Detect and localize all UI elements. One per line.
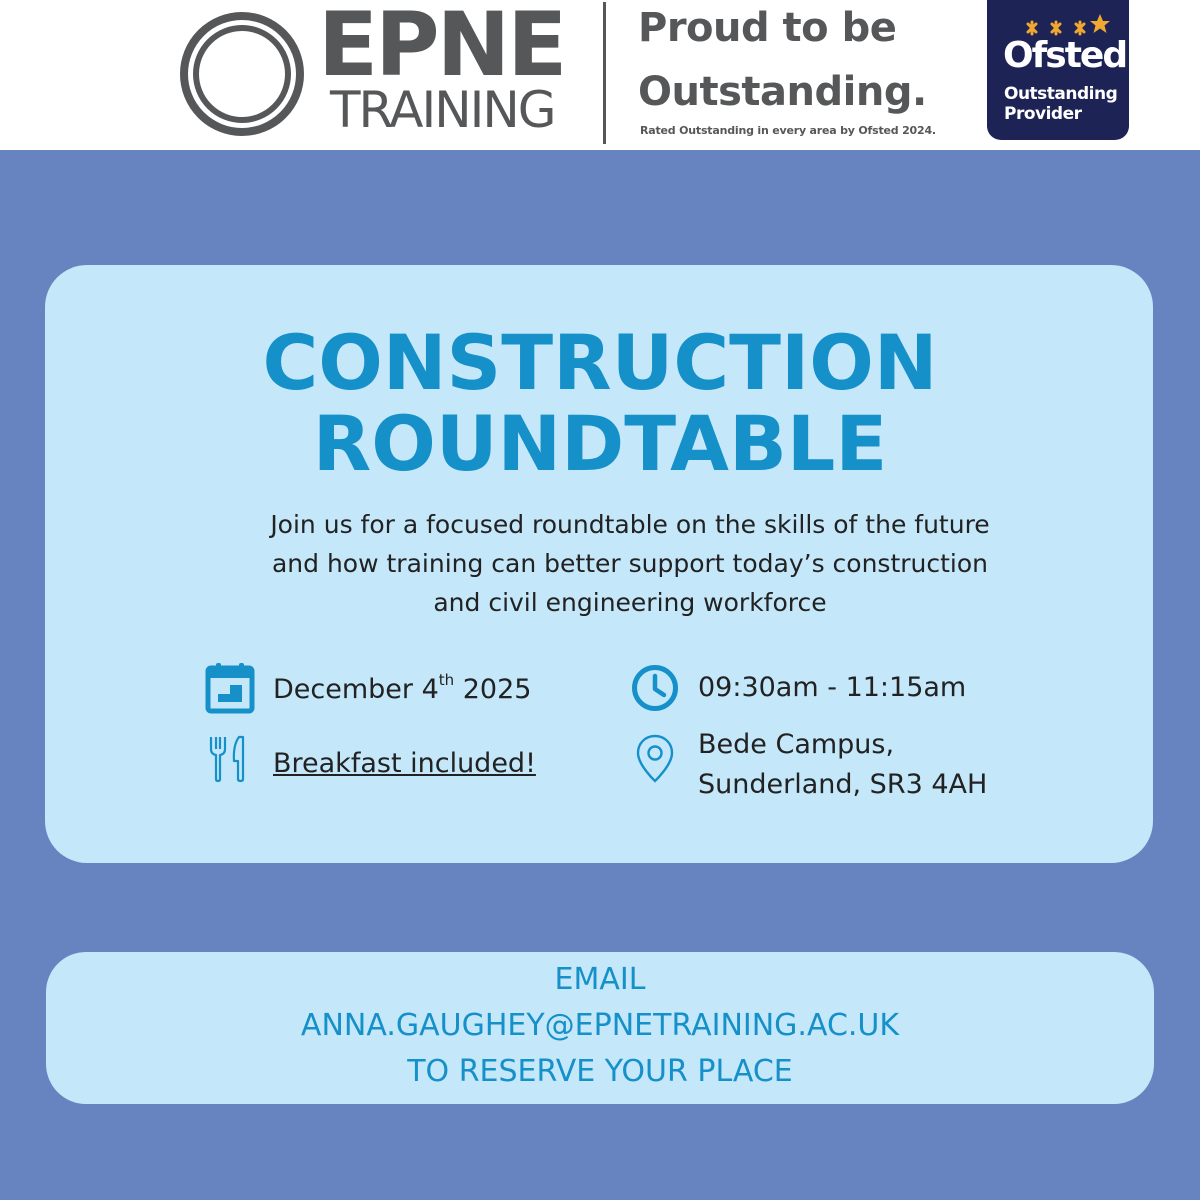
event-date-day: December 4 <box>273 674 439 705</box>
ofsted-name: Ofsted <box>1003 35 1127 76</box>
cutlery-icon <box>209 735 249 783</box>
clock-icon <box>631 664 679 712</box>
calendar-icon <box>205 662 255 714</box>
proud-heading-line-2: Outstanding. <box>638 69 927 115</box>
event-title-line-2: ROUNDTABLE <box>312 399 888 488</box>
event-title-line-1: CONSTRUCTION <box>262 318 938 407</box>
event-date <box>273 670 531 710</box>
event-description-line-1: Join us for a focused roundtable on the skills of the future <box>270 510 990 539</box>
event-description-line-2: and how training can better support today’s construction <box>271 549 989 578</box>
epne-logo-subtext: TRAINING <box>330 81 555 139</box>
event-date-year: 2025 <box>454 674 532 705</box>
location-line-1: Bede Campus, <box>698 729 895 760</box>
cta-reserve-text: TO RESERVE YOUR PLACE <box>407 1054 793 1089</box>
header-divider <box>603 2 606 144</box>
ofsted-outstanding-label: Outstanding <box>1004 84 1118 104</box>
cta-email-label: EMAIL <box>554 962 646 997</box>
epne-logo-ring-icon <box>178 10 306 138</box>
rated-caption: Rated Outstanding in every area by Ofsted 2024. <box>640 124 936 137</box>
map-pin-icon <box>636 734 674 784</box>
cta-email-address[interactable]: ANNA.GAUGHEY@EPNETRAINING.AC.UK <box>300 1008 900 1043</box>
event-time: 09:30am - 11:15am <box>698 672 967 703</box>
event-description-line-3: and civil engineering workforce <box>433 588 827 617</box>
epne-logo-text: EPNE <box>318 0 565 96</box>
breakfast-included-link[interactable]: Breakfast included! <box>273 748 536 779</box>
proud-heading-line-1: Proud to be <box>638 5 897 51</box>
ofsted-provider-label: Provider <box>1004 104 1082 124</box>
event-date-ordinal: th <box>438 671 455 689</box>
location-line-2: Sunderland, SR3 4AH <box>698 769 988 800</box>
